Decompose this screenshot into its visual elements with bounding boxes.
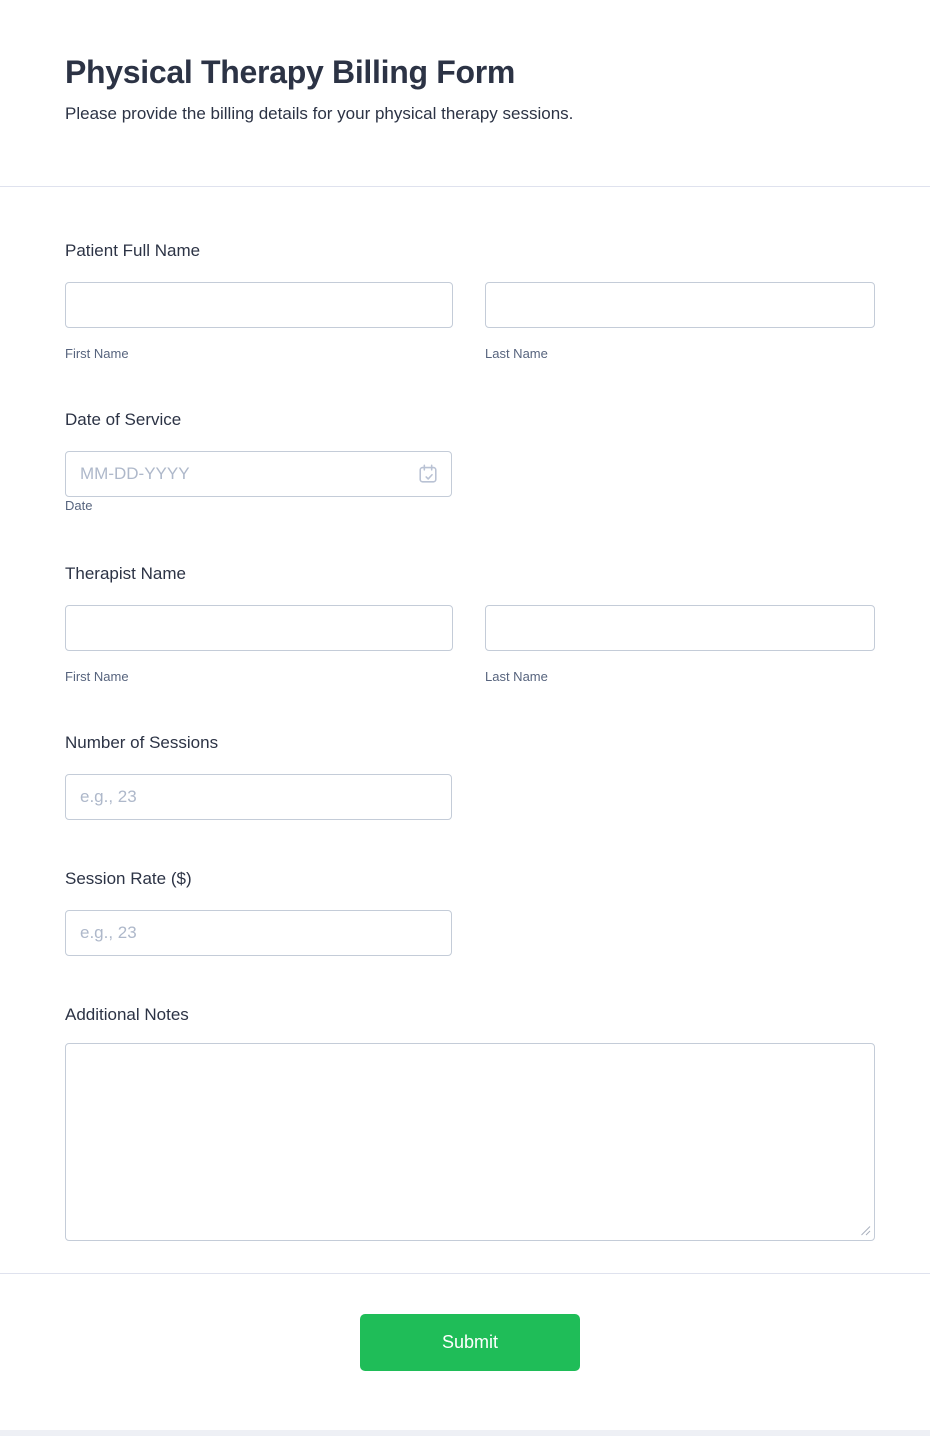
therapist-last-name-input[interactable] [485,605,875,651]
form-body [0,187,930,1241]
submit-row [0,1314,930,1371]
notes-wrap [65,1043,875,1241]
date-of-service-input[interactable] [65,451,452,497]
field-date-of-service [65,409,875,515]
field-label: Session Rate ($) [65,869,192,888]
submit-button[interactable]: Submit [360,1314,580,1371]
therapist-first-name-input[interactable] [65,605,453,651]
field-patient-full-name [65,240,875,361]
field-label: Date of Service [65,410,182,429]
field-number-of-sessions [65,732,875,820]
number-of-sessions-input[interactable] [65,774,452,820]
first-name-column [65,282,453,361]
form-header [0,0,930,126]
patient-last-name-input[interactable] [485,282,875,328]
page-background-strip [0,1430,930,1436]
name-inputs-row [65,282,875,361]
first-name-column [65,605,453,684]
last-name-sublabel: Last Name [485,346,548,361]
first-name-sublabel: First Name [65,346,129,361]
sessions-input-wrap [65,774,452,820]
page-title: Physical Therapy Billing Form [65,54,516,90]
field-label: Therapist Name [65,564,186,583]
field-label: Number of Sessions [65,733,219,752]
date-sublabel: Date [65,498,93,513]
field-therapist-name [65,563,875,684]
bottom-spacer [0,1371,930,1430]
name-inputs-row [65,605,875,684]
field-additional-notes [65,1004,875,1241]
last-name-sublabel: Last Name [485,669,548,684]
session-rate-input[interactable] [65,910,452,956]
first-name-sublabel: First Name [65,669,129,684]
last-name-column [485,605,875,684]
field-label: Additional Notes [65,1005,189,1024]
field-session-rate [65,868,875,956]
patient-first-name-input[interactable] [65,282,453,328]
page-subtitle: Please provide the billing details for your physical therapy sessions. [65,104,574,123]
last-name-column [485,282,875,361]
rate-input-wrap [65,910,452,956]
footer-divider [0,1273,930,1274]
additional-notes-textarea[interactable] [65,1043,875,1241]
date-input-wrap [65,451,452,497]
field-label: Patient Full Name [65,241,201,260]
